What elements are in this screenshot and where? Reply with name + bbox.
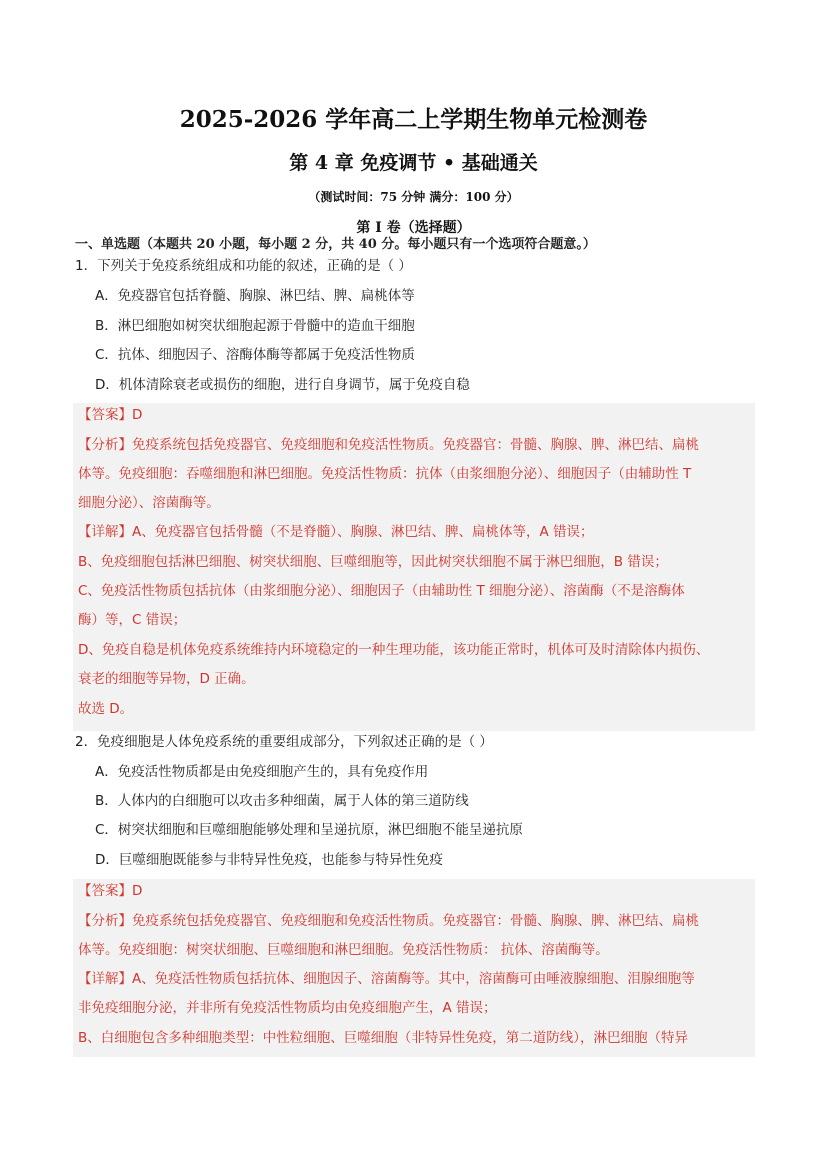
answer-block bbox=[73, 879, 755, 1057]
test-time-info: （测试时间：75 分钟 满分：100 分） bbox=[308, 190, 519, 204]
answer-line: 【答案】D bbox=[78, 883, 143, 899]
answer-line: C、免疫活性物质包括抗体（由浆细胞分泌）、细胞因子（由辅助性 T 细胞分泌）、溶菌酶（不是溶酶体 bbox=[78, 583, 685, 599]
option-d: D．机体清除衰老或损伤的细胞，进行自身调节，属于免疫自稳 bbox=[95, 377, 470, 393]
answer-line: 细胞分泌）、溶菌酶等。 bbox=[78, 495, 220, 511]
answer-line: 体等。免疫细胞：树突状细胞、巨噬细胞和淋巴细胞。免疫活性物质： 抗体、溶菌酶等。 bbox=[78, 942, 609, 958]
option-a: A．免疫器官包括脊髓、胸腺、淋巴结、脾、扁桃体等 bbox=[95, 288, 415, 304]
question-stem: 1．下列关于免疫系统组成和功能的叙述，正确的是（ ） bbox=[75, 258, 412, 274]
option-b: B．淋巴细胞如树突状细胞起源于骨髓中的造血干细胞 bbox=[95, 318, 415, 334]
question-stem: 2．免疫细胞是人体免疫系统的重要组成部分，下列叙述正确的是（ ） bbox=[75, 734, 493, 750]
volume-title: 第 I 卷（选择题） bbox=[356, 220, 471, 236]
page-title: 2025-2026 学年高二上学期生物单元检测卷 bbox=[179, 106, 648, 133]
answer-line: 酶）等，C 错误； bbox=[78, 612, 187, 628]
option-c: C．树突状细胞和巨噬细胞能够处理和呈递抗原，淋巴细胞不能呈递抗原 bbox=[95, 822, 523, 838]
answer-line: 故选 D。 bbox=[78, 701, 134, 717]
chapter-subtitle: 第 4 章 免疫调节 • 基础通关 bbox=[289, 152, 538, 174]
answer-line: 【分析】免疫系统包括免疫器官、免疫细胞和免疫活性物质。免疫器官：骨髓、胸腺、脾、淋巴结、扁桃 bbox=[78, 913, 699, 929]
option-d: D．巨噬细胞既能参与非特异性免疫，也能参与特异性免疫 bbox=[95, 852, 443, 868]
option-c: C．抗体、细胞因子、溶酶体酶等都属于免疫活性物质 bbox=[95, 347, 415, 363]
answer-line: 【详解】A、免疫活性物质包括抗体、细胞因子、溶菌酶等。其中，溶菌酶可由唾液腺细胞、泪腺细胞等 bbox=[78, 971, 695, 987]
answer-line: B、白细胞包含多种细胞类型：中性粒细胞、巨噬细胞（非特异性免疫，第二道防线），淋巴细胞（特异 bbox=[78, 1030, 689, 1046]
option-a: A．免疫活性物质都是由免疫细胞产生的，具有免疫作用 bbox=[95, 764, 429, 780]
option-b: B．人体内的白细胞可以攻击多种细菌，属于人体的第三道防线 bbox=[95, 793, 469, 809]
answer-block bbox=[73, 403, 755, 731]
answer-line: 非免疫细胞分泌，并非所有免疫活性物质均由免疫细胞产生，A 错误； bbox=[78, 1000, 497, 1016]
answer-line: 衰老的细胞等异物，D 正确。 bbox=[78, 671, 255, 687]
answer-line: 体等。免疫细胞：吞噬细胞和淋巴细胞。免疫活性物质：抗体（由浆细胞分泌）、细胞因子（由辅助性 T bbox=[78, 466, 692, 482]
answer-line: D、免疫自稳是机体免疫系统维持内环境稳定的一种生理功能，该功能正常时，机体可及时清除体内损伤、 bbox=[78, 642, 710, 658]
answer-line: 【分析】免疫系统包括免疫器官、免疫细胞和免疫活性物质。免疫器官：骨髓、胸腺、脾、淋巴结、扁桃 bbox=[78, 437, 699, 453]
section-heading: 一、单选题（本题共 20 小题，每小题 2 分，共 40 分。每小题只有一个选项符合题意。） bbox=[75, 237, 596, 252]
answer-line: 【详解】A、免疫器官包括骨髓（不是脊髓）、胸腺、淋巴结、脾、扁桃体等，A 错误； bbox=[78, 524, 594, 540]
answer-line: B、免疫细胞包括淋巴细胞、树突状细胞、巨噬细胞等，因此树突状细胞不属于淋巴细胞，B 错误； bbox=[78, 554, 668, 570]
answer-line: 【答案】D bbox=[78, 407, 143, 423]
